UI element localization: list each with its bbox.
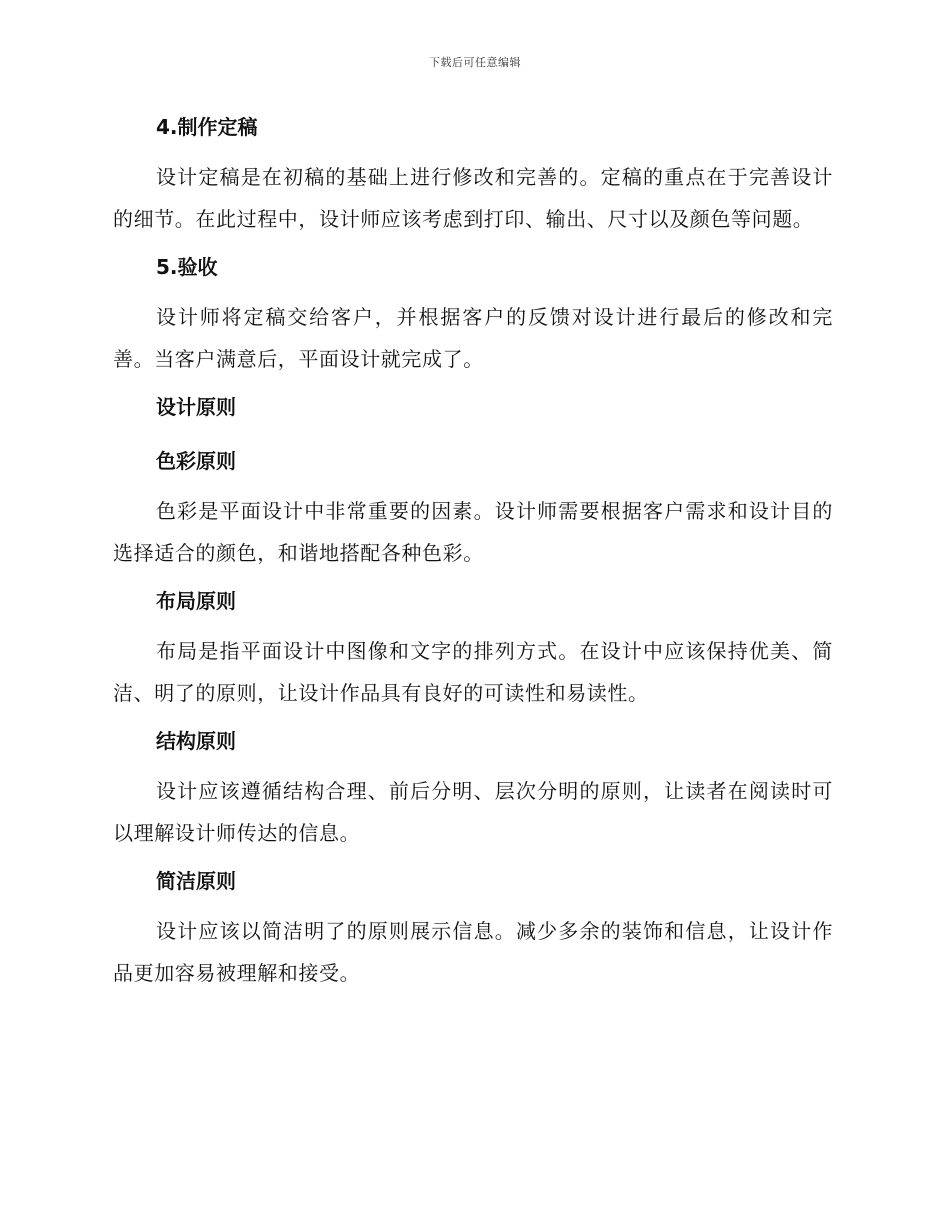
section-paragraph-acceptance: 设计师将定稿交给客户，并根据客户的反馈对设计进行最后的修改和完善。当客户满意后，平面设计就完成了。 (113, 305, 833, 371)
page-header: 下载后可任意编辑 (429, 56, 521, 69)
section-paragraph-layout-principle: 布局是指平面设计中图像和文字的排列方式。在设计中应该保持优美、简洁、明了的原则，让设计作品具有良好的可读性和易读性。 (113, 639, 833, 705)
section-heading-simplicity-principle: 简洁原则 (156, 869, 236, 893)
section-paragraph-structure-principle: 设计应该遵循结构合理、前后分明、层次分明的原则，让读者在阅读时可以理解设计师传达的信息。 (113, 779, 833, 845)
section-heading-acceptance: 5.验收 (156, 255, 218, 279)
section-heading-design-principles: 设计原则 (156, 395, 236, 419)
document-body (113, 112, 833, 994)
section-paragraph-produce-final: 设计定稿是在初稿的基础上进行修改和完善的。定稿的重点在于完善设计的细节。在此过程中，设计师应该考虑到打印、输出、尺寸以及颜色等问题。 (113, 165, 833, 231)
section-heading-color-principle: 色彩原则 (156, 449, 236, 473)
section-paragraph-color-principle: 色彩是平面设计中非常重要的因素。设计师需要根据客户需求和设计目的选择适合的颜色，和谐地搭配各种色彩。 (113, 499, 833, 565)
section-heading-structure-principle: 结构原则 (156, 729, 236, 753)
section-heading-layout-principle: 布局原则 (156, 589, 236, 613)
section-paragraph-simplicity-principle: 设计应该以简洁明了的原则展示信息。减少多余的装饰和信息，让设计作品更加容易被理解和接受。 (113, 919, 833, 985)
section-heading-produce-final: 4.制作定稿 (156, 115, 258, 139)
